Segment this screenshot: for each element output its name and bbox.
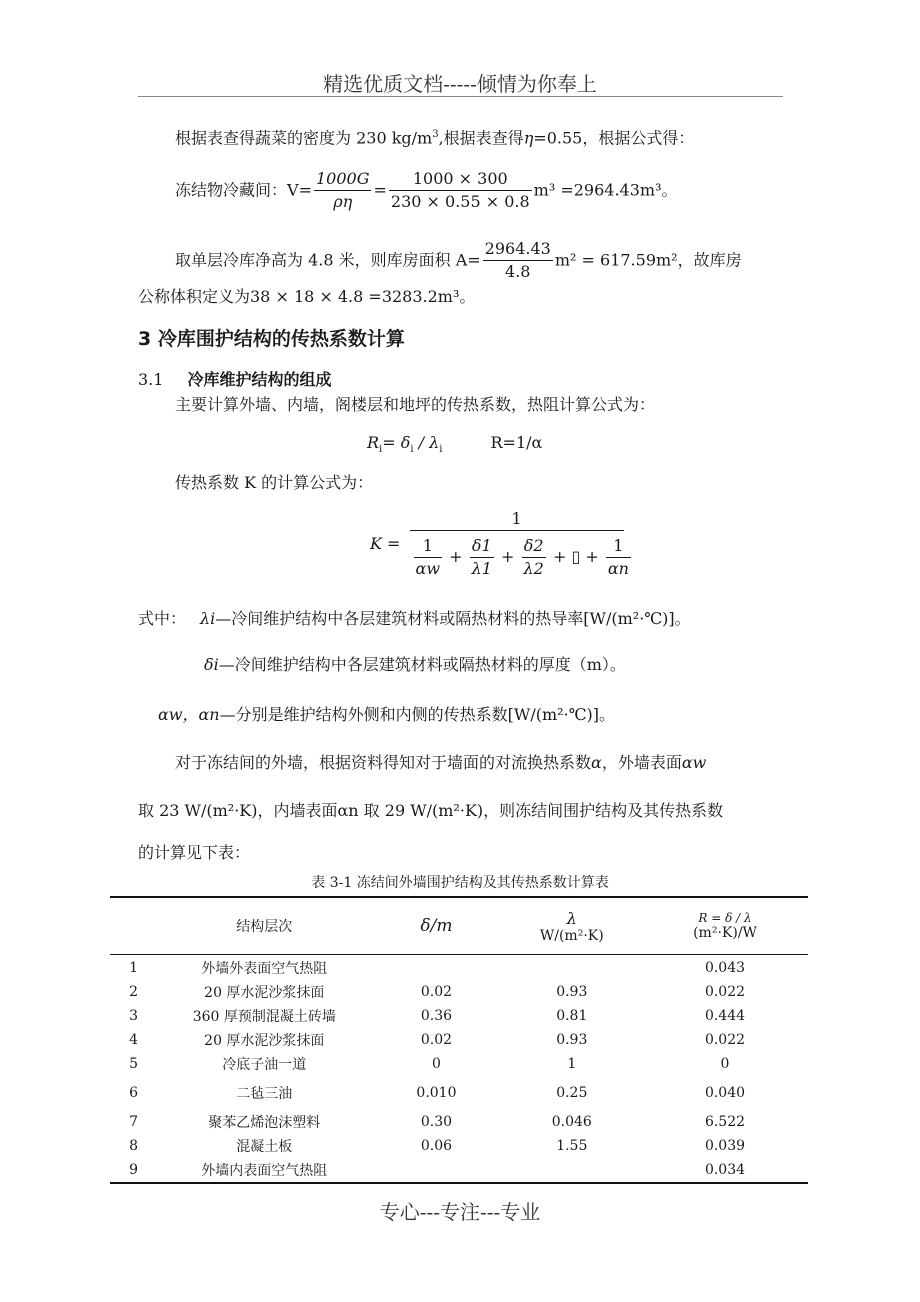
fraction-area-num: 2964.43: [483, 238, 553, 261]
definition-lambda: [138, 608, 691, 630]
table-caption: 表 3-1 冻结间外墙围护结构及其传热系数计算表: [311, 875, 609, 891]
row-index: 3: [129, 1008, 139, 1024]
formula-k-denominator: $\frac{1}{\alpha w}$ + $\frac{\delta 1}{\lambda 1}$ + $\frac{\delta 2}{\lambda 2}$ + ▯ + $\frac{1}{\alpha n}$: [415, 536, 629, 578]
row-r: 0.043: [704, 960, 746, 976]
section-heading-3: 3 冷库围护结构的传热系数计算: [138, 328, 405, 350]
fraction-1000g-den: ρη: [333, 192, 353, 211]
formula-k-one: 1: [410, 508, 624, 531]
eta-symbol: η: [523, 128, 534, 148]
heat-transfer-table: [110, 896, 808, 1182]
header-layer: 结构层次: [236, 919, 293, 935]
header-rule: [138, 96, 783, 97]
paragraph-coefficients-2: 取 23 W/(m²·K)，内墙表面αn 取 29 W/(m²·K)，则冻结间围护结构及其传热系数: [138, 801, 724, 820]
table-row: [110, 1134, 808, 1158]
formula-thermal-resistance: [367, 432, 542, 461]
definition-lead: 式中：: [138, 609, 187, 628]
row-delta: 0.36: [420, 1008, 453, 1024]
alpha-w-symbol: αw: [681, 753, 707, 772]
paragraph-density: [175, 124, 694, 149]
term-alpha-n: [606, 535, 631, 580]
density-text: 根据表查得蔬菜的密度为 230 kg/m: [175, 128, 433, 148]
definition-lambda-text: —冷间维护结构中各层建筑材料或隔热材料的热导率[W/(m²·℃)]。: [215, 609, 691, 628]
term-alpha-w-num: 1: [414, 535, 443, 558]
row-index: 9: [129, 1162, 139, 1178]
fraction-calc-den: 230 × 0.55 × 0.8: [390, 192, 530, 211]
row-delta: [371, 956, 501, 980]
row-lambda: 1.55: [556, 1138, 588, 1154]
paragraph-k-intro: 传热系数 K 的计算公式为：: [175, 473, 374, 492]
fraction-1000g-num: 1000G: [314, 168, 372, 191]
row-r: 0.444: [704, 1008, 746, 1024]
density-text-2: ,根据表查得: [438, 128, 524, 148]
paragraph-coefficients-3: 的计算见下表：: [138, 843, 251, 862]
coef-text-1: 对于冻结间的外墙，根据资料得知对于墙面的对流换热系数: [175, 753, 592, 772]
formula-lambda-sub: i: [439, 444, 443, 456]
table-row: [110, 1076, 808, 1110]
density-exp: 3: [432, 129, 439, 140]
row-lambda: 0.25: [556, 1085, 588, 1101]
row-index: 8: [129, 1138, 139, 1154]
formula-volume: [175, 168, 678, 213]
area-text-2: m² = 617.59m²，故库房: [554, 250, 742, 270]
page-footer: 专心---专注---专业: [379, 1200, 541, 1224]
density-text-3: =0.55，根据公式得：: [533, 128, 695, 148]
formula-delta-sub: i: [410, 444, 414, 456]
row-r: 0.039: [704, 1138, 746, 1154]
row-lambda: 1: [567, 1056, 577, 1072]
table-row: [110, 1158, 808, 1182]
fraction-calc-num: 1000 × 300: [389, 168, 532, 191]
table-row: [110, 1004, 808, 1028]
definition-delta-text: —冷间维护结构中各层建筑材料或隔热材料的厚度（m）。: [218, 655, 626, 674]
formula-delta: = δ: [382, 433, 411, 452]
term-alpha-n-num: 1: [606, 535, 631, 558]
fraction-area: [483, 238, 553, 283]
fraction-calc: [389, 168, 532, 213]
term-alpha-w-den: αw: [415, 559, 441, 578]
volume-eq: =: [373, 180, 387, 200]
paragraph-volume-def: 公称体积定义为38 × 18 × 4.8 =3283.2m³。: [138, 287, 476, 306]
delta-i-symbol: δi: [204, 655, 219, 674]
term-alpha-w: [414, 535, 443, 580]
row-r: 0.040: [704, 1085, 746, 1101]
row-lambda: [502, 1158, 642, 1182]
row-layer: 20 厚水泥沙浆抹面: [204, 985, 325, 1001]
section-3-1-title: 冷库维护结构的组成: [187, 370, 332, 389]
row-index: 4: [129, 1032, 139, 1048]
row-layer: 360 厚预制混凝土砖墙: [192, 1009, 336, 1025]
row-r: 0.022: [704, 984, 746, 1000]
paragraph-coefficients-1: [175, 752, 706, 774]
table-row: [110, 956, 808, 980]
row-index: 2: [129, 984, 139, 1000]
term-delta2-num: δ2: [522, 535, 546, 558]
section-heading-3-1: [138, 367, 331, 390]
row-layer: 冷底子油一道: [222, 1057, 307, 1073]
term-delta1-num: δ1: [470, 535, 494, 558]
volume-lead: 冻结物冷藏间：: [175, 180, 288, 200]
term-ellipsis: + ▯: [552, 547, 581, 566]
term-delta2: [522, 535, 546, 580]
formula-k: [370, 508, 637, 580]
table-bottom-rule: [110, 1182, 808, 1184]
formula-lambda: / λ: [413, 433, 440, 452]
header-lambda-symbol: λ: [566, 908, 577, 928]
row-layer: 二毡三油: [236, 1086, 293, 1102]
header-r-unit: (m²·K)/W: [693, 925, 757, 941]
area-text: 取单层冷库净高为 4.8 米，则库房面积 A=: [175, 250, 481, 270]
row-layer: 外墙外表面空气热阻: [201, 961, 328, 977]
row-delta: 0.02: [420, 1032, 453, 1048]
row-lambda: [502, 956, 642, 980]
row-delta: 0.010: [416, 1085, 457, 1101]
row-lambda: 0.046: [551, 1114, 592, 1130]
header-r: [642, 896, 808, 956]
alpha-wn-symbol: αw，αn: [158, 705, 220, 724]
term-delta2-den: λ2: [523, 559, 544, 578]
row-lambda: 0.93: [556, 984, 588, 1000]
row-r: 6.522: [704, 1114, 746, 1130]
row-index: 1: [129, 960, 139, 976]
fraction-1000g: [314, 168, 372, 213]
row-lambda: 0.81: [556, 1008, 588, 1024]
row-delta: 0.06: [420, 1138, 453, 1154]
row-delta: 0.02: [420, 984, 453, 1000]
row-delta: 0.30: [420, 1114, 453, 1130]
row-index: 7: [129, 1114, 139, 1130]
paragraph-area: [175, 238, 742, 283]
definition-delta: [204, 654, 626, 676]
header-index: [110, 896, 157, 956]
table-header-row: [110, 896, 808, 956]
row-layer: 混凝土板: [236, 1139, 293, 1155]
page-header: 精选优质文档-----倾情为你奉上: [323, 72, 597, 96]
term-alpha-n-den: αn: [607, 559, 629, 578]
volume-result: m³ =2964.43m³。: [533, 180, 678, 200]
row-layer: 20 厚水泥沙浆抹面: [204, 1033, 325, 1049]
row-r: 0.034: [704, 1162, 746, 1178]
formula-r: R: [367, 433, 380, 452]
lambda-i-symbol: λi: [200, 609, 216, 628]
row-index: 6: [129, 1085, 139, 1101]
row-layer: 外墙内表面空气热阻: [201, 1163, 328, 1179]
row-r: 0: [720, 1056, 730, 1072]
row-layer: 聚苯乙烯泡沫塑料: [208, 1115, 321, 1131]
table-row: [110, 1110, 808, 1134]
formula-r-alpha: R=1/α: [490, 433, 543, 452]
header-lambda: [502, 896, 642, 956]
header-r-symbol: R = δ / λ: [698, 911, 752, 925]
volume-v: V=: [287, 180, 312, 200]
table-row: [110, 1028, 808, 1052]
row-index: 5: [129, 1056, 139, 1072]
row-r: 0.022: [704, 1032, 746, 1048]
row-delta: [371, 1158, 501, 1182]
header-lambda-unit: W/(m²·K): [539, 927, 604, 944]
formula-k-fraction: [410, 508, 635, 580]
row-lambda: 0.93: [556, 1032, 588, 1048]
term-delta1: [470, 535, 494, 580]
paragraph-intro: 主要计算外墙、内墙，阁楼层和地坪的传热系数，热阻计算公式为：: [175, 395, 656, 414]
section-3-1-number: 3.1: [138, 370, 164, 389]
formula-k-lhs: K =: [370, 534, 401, 553]
coef-text-2: ，外墙表面: [601, 753, 682, 772]
row-delta: 0: [432, 1056, 441, 1072]
term-delta1-den: λ1: [471, 559, 492, 578]
formula-r-sub: i: [379, 444, 383, 456]
definition-alpha-text: —分别是维护结构外侧和内侧的传热系数[W/(m²·℃)]。: [219, 705, 616, 724]
definition-alpha: [158, 704, 615, 726]
header-delta: δ/m: [420, 916, 453, 936]
fraction-area-den: 4.8: [505, 262, 531, 281]
table-row: [110, 980, 808, 1004]
alpha-symbol: α: [591, 753, 602, 772]
table-row: [110, 1052, 808, 1076]
